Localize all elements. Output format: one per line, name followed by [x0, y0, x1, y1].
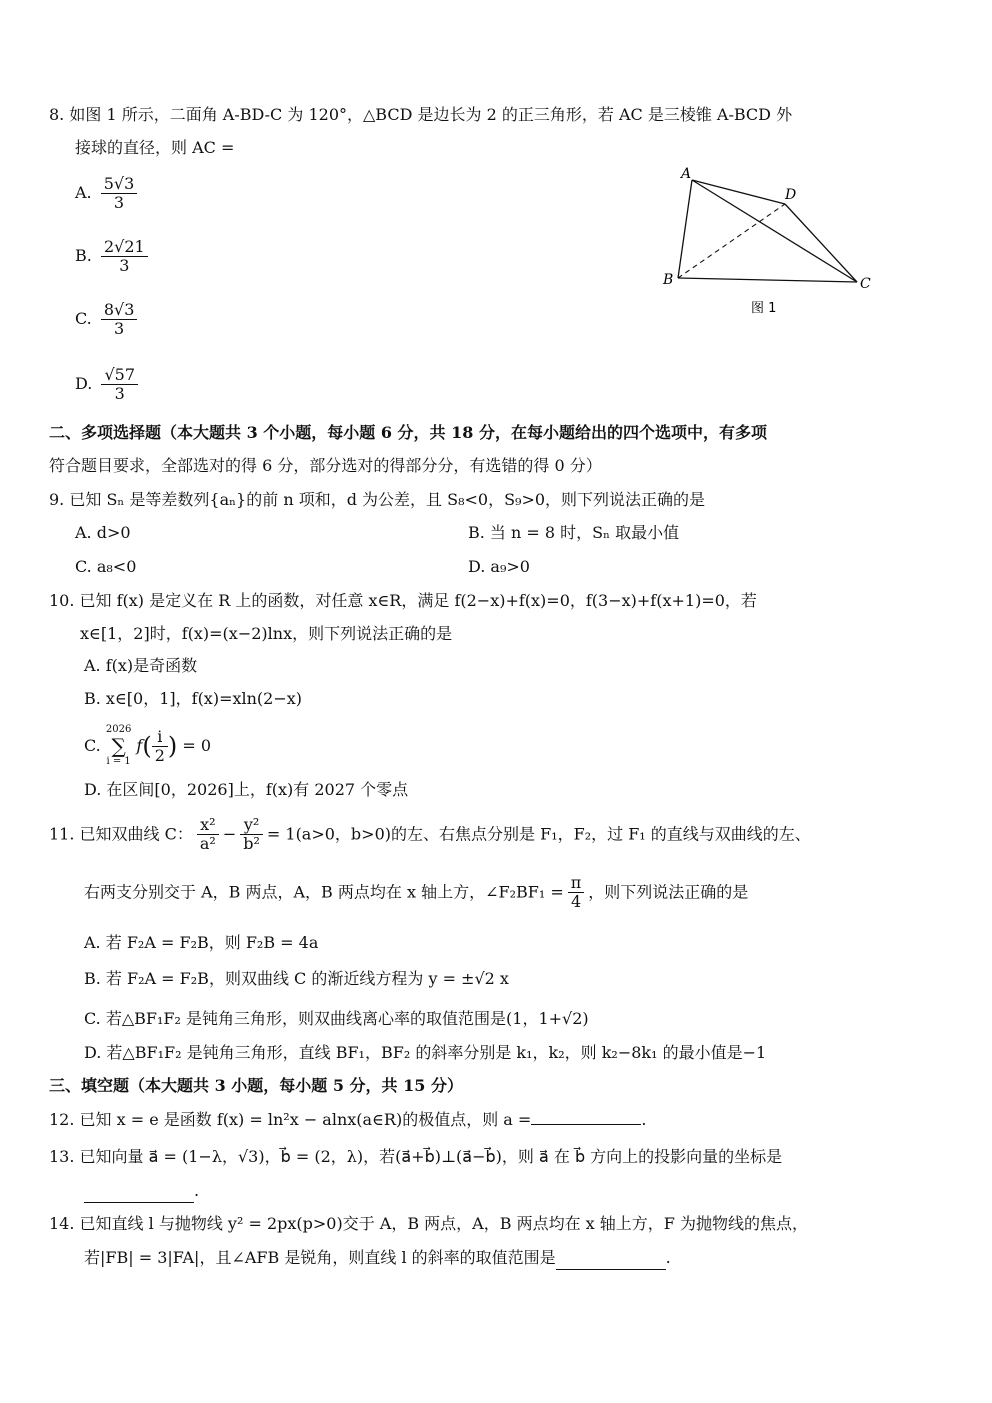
q9-option-c: C. a₈<0 [75, 557, 137, 576]
q8-option-b-fraction: $\frac{2√21}{3}$ [101, 238, 148, 275]
q13-answer: . [84, 1180, 199, 1203]
figure-caption: 图 1 [751, 301, 777, 316]
figure-label-a: A [681, 166, 692, 182]
figure-label-b: B [663, 272, 674, 288]
q8-option-c: C. $\frac{8√3}{3}$ [75, 301, 141, 338]
q12-answer-blank[interactable] [531, 1124, 641, 1125]
q8-figure-tetrahedron [655, 160, 885, 325]
q8-option-a: A. $\frac{5√3}{3}$ [75, 175, 141, 212]
q11-option-c: C. 若△BF₁F₂ 是钝角三角形，则双曲线离心率的取值范围是(1，1+√2) [84, 1009, 589, 1028]
q9-option-b: B. 当 n = 8 时，Sₙ 取最小值 [468, 523, 680, 542]
figure-label-c: C [860, 276, 871, 292]
q10-option-d: D. 在区间[0，2026]上，f(x)有 2027 个零点 [84, 780, 409, 799]
q10-option-c-fraction: $\frac{i}{2}$ [152, 728, 168, 765]
q13-stem: 13. 已知向量 a⃗ = (1−λ，√3)，b⃗ = (2，λ)，若(a⃗+b⃗)⊥(a⃗−b⃗)，则 a⃗ 在 b⃗ 方向上的投影向量的坐标是 [49, 1147, 783, 1166]
q10-option-c: C. 2026 ∑ i = 1 f( $\frac{i}{2}$ ) = 0 [84, 724, 212, 767]
figure-label-d: D [785, 187, 797, 203]
q11-fraction-pi: $\frac{\pi}{4}$ [568, 874, 585, 911]
q14-answer-blank[interactable] [556, 1247, 666, 1270]
q11-option-a: A. 若 F₂A = F₂B，则 F₂B = 4a [84, 933, 319, 952]
q8-stem-line2: 接球的直径，则 AC = [75, 138, 235, 157]
q8-option-d: D. $\frac{√57}{3}$ [75, 366, 142, 403]
section2-heading-line1: 二、多项选择题（本大题共 3 个小题，每小题 6 分，共 18 分，在每小题给出的四个选项中，有多项 [49, 423, 767, 442]
section2-heading-line2: 符合题目要求，全部选对的得 6 分，部分选对的得部分分，有选错的得 0 分） [49, 456, 602, 475]
q11-stem-line1: 11. 已知双曲线 C： $\frac{\text{x²}}{\text{a²}}$ − $\frac{\text{y²}}{\text{b²}}$ = 1(a>0，b>0)的左、右焦点分别是 F₁，F₂，过 F₁ 的直线与双曲线的左、 [49, 815, 811, 853]
q10-option-b: B. x∈[0，1]，f(x)=xln(2−x) [84, 689, 303, 708]
q11-option-d: D. 若△BF₁F₂ 是钝角三角形，直线 BF₁，BF₂ 的斜率分别是 k₁，k₂，则 k₂−8k₁ 的最小值是−1 [84, 1043, 767, 1062]
q9-option-d: D. a₉>0 [468, 557, 530, 576]
q11-fraction-y: $\frac{\text{y²}}{\text{b²}}$ [240, 816, 263, 853]
q9-option-a: A. d>0 [75, 523, 131, 542]
q14-stem-line2: 若|FB| = 3|FA|，且∠AFB 是锐角，则直线 l 的斜率的取值范围是 . [84, 1247, 671, 1270]
q8-option-b: B. $\frac{2√21}{3}$ [75, 238, 152, 275]
q10-stem-line1: 10. 已知 f(x) 是定义在 R 上的函数，对任意 x∈R，满足 f(2−x)+f(x)=0，f(3−x)+f(x+1)=0，若 [49, 591, 757, 610]
q11-stem-line2: 右两支分别交于 A，B 两点，A，B 两点均在 x 轴上方，∠F₂BF₁ = $\frac{\pi}{4}$ ，则下列说法正确的是 [84, 873, 749, 911]
q11-fraction-x: $\frac{\text{x²}}{\text{a²}}$ [197, 816, 219, 853]
q9-stem: 9. 已知 Sₙ 是等差数列{aₙ}的前 n 项和，d 为公差，且 S₈<0，S₉>0，则下列说法正确的是 [49, 490, 706, 509]
q8-option-a-fraction: $\frac{5√3}{3}$ [101, 175, 138, 212]
q13-answer-blank[interactable] [84, 1180, 194, 1203]
q12: 12. 已知 x = e 是函数 f(x) = ln²x − alnx(a∈R)的极值点，则 a = . [49, 1110, 647, 1129]
q8-option-d-fraction: $\frac{√57}{3}$ [101, 366, 138, 403]
q10-summation: 2026 ∑ i = 1 [105, 724, 132, 767]
q10-stem-line2: x∈[1，2]时，f(x)=(x−2)lnx，则下列说法正确的是 [80, 624, 453, 643]
q14-stem-line1: 14. 已知直线 l 与抛物线 y² = 2px(p>0)交于 A，B 两点，A，B 两点均在 x 轴上方，F 为抛物线的焦点， [49, 1214, 808, 1233]
section3-heading: 三、填空题（本大题共 3 小题，每小题 5 分，共 15 分） [49, 1076, 463, 1095]
q10-option-a: A. f(x)是奇函数 [84, 656, 198, 675]
q8-stem-line1: 8. 如图 1 所示，二面角 A-BD-C 为 120°，△BCD 是边长为 2 的正三角形，若 AC 是三棱锥 A-BCD 外 [49, 105, 793, 124]
q11-option-b: B. 若 F₂A = F₂B，则双曲线 C 的渐近线方程为 y = ±√2 x [84, 969, 509, 988]
q8-option-c-fraction: $\frac{8√3}{3}$ [101, 301, 138, 338]
